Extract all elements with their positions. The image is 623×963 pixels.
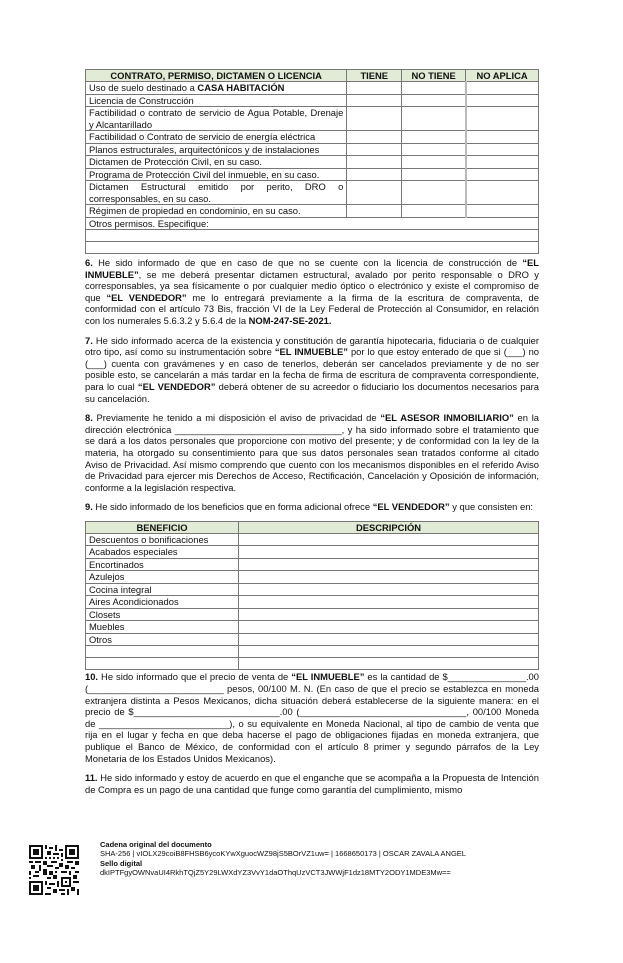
benefit-description-cell[interactable] [239,546,539,559]
no-aplica-cell[interactable] [466,156,539,169]
permit-label: Factibilidad o contrato de servicio de Agua Potable, Drenaje y Alcantarillado [86,107,347,131]
benefit-label: Azulejos [86,571,239,584]
others-input-line[interactable] [86,230,539,242]
tiene-cell[interactable] [347,181,402,205]
header-descripcion: DESCRIPCIÓN [239,521,539,533]
table-row [86,181,539,205]
header-permit: CONTRATO, PERMISO, DICTAMEN O LICENCIA [86,70,347,82]
no-tiene-cell[interactable] [402,156,466,169]
benefit-description-cell[interactable] [239,558,539,571]
table-row [86,533,539,546]
tiene-cell[interactable] [347,156,402,169]
table-row [86,571,539,584]
no-tiene-cell[interactable] [402,94,466,107]
table-row [86,558,539,571]
benefit-label: Closets [86,608,239,621]
header-beneficio: BENEFICIO [86,521,239,533]
no-tiene-cell[interactable] [402,131,466,144]
clause-11: 11. He sido informado y estoy de acuerdo en que el enganche que se acompaña a la Propuesta de Intención de Compra es un pago de una cantidad que funge como garantía del cumplimiento, mismo [85,772,539,795]
clause-10: 10. He sido informado que el precio de venta de “EL INMUEBLE” es la cantidad de $_______________.00 (__________________________ pesos, 00/100 M. N. (En caso de que el precio se establezca en moneda extranjera distinta a Pesos Mexicanos, dicha situación deberá establecerse de la siguiente manera: en el precio de $____________________________.00 (________________________________, 00/100 Moneda de _________________________), o su equivalente en Moneda Nacional, al tipo de cambio de venta que rija en el lugar y fecha en que deba hacerse el pago de obligaciones fijadas en moneda extranjera, que publique el Banco de México, de conformidad con el artículo 8 primer y segundo párrafos de la Ley Monetaria de los Estados Unidos Mexicanos). [85,671,539,764]
table-row [86,205,539,218]
table-row [86,168,539,181]
benefit-label-blank[interactable] [86,658,239,670]
table-row-others [86,217,539,230]
permit-label: Uso de suelo destinado a CASA HABITACIÓN [86,82,347,95]
no-tiene-cell[interactable] [402,107,466,131]
benefit-description-cell[interactable] [239,646,539,658]
permit-label: Régimen de propiedad en condominio, en su caso. [86,205,347,218]
no-tiene-cell[interactable] [402,143,466,156]
permits-table [85,69,539,254]
permit-label: Dictamen de Protección Civil, en su caso. [86,156,347,169]
tiene-cell[interactable] [347,143,402,156]
header-no-aplica: NO APLICA [466,70,539,82]
table-row [86,156,539,169]
permit-label: Programa de Protección Civil del inmueble, en su caso. [86,168,347,181]
tiene-cell[interactable] [347,205,402,218]
others-input-line[interactable] [86,242,539,254]
no-aplica-cell[interactable] [466,94,539,107]
no-aplica-cell[interactable] [466,168,539,181]
no-aplica-cell[interactable] [466,82,539,95]
benefit-label: Acabados especiales [86,546,239,559]
benefit-label: Aires Acondicionados [86,596,239,609]
benefit-description-cell[interactable] [239,658,539,670]
others-blank-row [86,242,539,254]
clause-9: 9. He sido informado de los beneficios que en forma adicional ofrece “EL VENDEDOR” y que consisten en: [85,501,534,513]
benefit-label: Muebles [86,621,239,634]
benefit-description-cell[interactable] [239,571,539,584]
no-aplica-cell[interactable] [466,181,539,205]
table-row [86,82,539,95]
benefits-table [85,521,539,671]
no-aplica-cell[interactable] [466,131,539,144]
table-row [86,107,539,131]
no-aplica-cell[interactable] [466,107,539,131]
table-row [86,608,539,621]
cadena-label: Cadena original del documento [100,840,212,849]
benefit-description-cell[interactable] [239,621,539,634]
no-tiene-cell[interactable] [402,181,466,205]
tiene-cell[interactable] [347,94,402,107]
benefit-description-cell[interactable] [239,583,539,596]
tiene-cell[interactable] [347,131,402,144]
table-row [86,596,539,609]
sello-value: dkIPTFgyOWNvaUI4RkhTQjZ5Y29LWXdYZ3VvY1daOThqUzVCT3JWWjF1dz18MTY2ODY1MDE3Mw== [100,867,451,877]
benefit-label: Descuentos o bonificaciones [86,533,239,546]
table-row [86,94,539,107]
benefit-description-cell[interactable] [239,633,539,646]
table-row-blank [86,646,539,658]
table-row [86,546,539,559]
benefit-description-cell[interactable] [239,608,539,621]
sello-label: Sello digital [100,858,143,868]
benefit-description-cell[interactable] [239,596,539,609]
table-row [86,131,539,144]
tiene-cell[interactable] [347,168,402,181]
no-tiene-cell[interactable] [402,168,466,181]
document-page [85,69,539,795]
permit-label: Planos estructurales, arquitectónicos y de instalaciones [86,143,347,156]
table-row [86,621,539,634]
benefit-label-blank[interactable] [86,646,239,658]
header-no-tiene: NO TIENE [402,70,466,82]
clause-6: 6. He sido informado de que en caso de que no se cuente con la licencia de construcción de “EL INMUEBLE”, se me deberá presentar dictamen estructural, avalado por perito responsable o DRO y corresponsables, ya sea físicamente o por cualquier medio óptico o electrónico y existe el compromiso de que “EL VENDEDOR” me lo entregará previamente a la firma de la escritura de compraventa, de conformidad con el artículo 73 Bis, fracción VI de la Ley Federal de Protección al Consumidor, en relación con los numerales 5.6.3.2 y 5.6.4 de la NOM-247-SE-2021. [85,257,539,326]
cadena-value: SHA-256 | vIOLX29coiB8FHSB6ycoKYwXguocWZ98jS5BOrVZ1uw= | 1668650173 | OSCAR ZAVALA ANGEL [100,849,466,859]
permit-label: Dictamen Estructural emitido por perito, DRO o corresponsables, en su caso. [86,181,347,205]
permit-label: Factibilidad o Contrato de servicio de energía eléctrica [86,131,347,144]
benefit-label: Cocina integral [86,583,239,596]
table-row [86,143,539,156]
benefits-table-header [86,521,539,533]
clause-8: 8. Previamente he tenido a mi disposición el aviso de privacidad de “EL ASESOR INMOBILIARIO” en la dirección electrónica ________________________________, y ha sido informado sobre el tratamiento que se dará a los datos personales que proporcione con motivo del presente; y de conformidad con la ley de la materia, ha otorgado su consentimiento para que sus datos personales sean tratados conforme al citado Aviso de Privacidad. Así mismo comprendo que cuento con los mecanismos disponibles en el referido Aviso de Privacidad para ejercer mis Derechos de Acceso, Rectificación, Cancelación y Oposición de información, conforme a la legislación respectiva. [85,412,539,493]
benefit-description-cell[interactable] [239,533,539,546]
others-label: Otros permisos. Especifique: [86,217,539,230]
no-tiene-cell[interactable] [402,205,466,218]
permit-label: Licencia de Construcción [86,94,347,107]
qr-code-icon [29,845,79,895]
table-row [86,633,539,646]
no-aplica-cell[interactable] [466,205,539,218]
clause-7: 7. He sido informado acerca de la existencia y constitución de garantía hipotecaria, fiduciaria o de cualquier otro tipo, así como su instrumentación sobre “EL INMUEBLE” por lo que estoy enterado de que si (___) no (___) cuenta con gravámenes y en caso de tenerlos, deberán ser cancelados previamente y de no ser posible esto, se cancelarán a más tardar en la fecha de firma de escritura de compraventa correspondiente, para lo cual “EL VENDEDOR” deberá obtener de su acreedor o fiduciario los documentos necesarios para su cancelación. [85,334,539,404]
digital-signature-footer [100,840,466,877]
benefit-label: Otros [86,633,239,646]
table-row [86,583,539,596]
others-blank-row [86,230,539,242]
tiene-cell[interactable] [347,82,402,95]
tiene-cell[interactable] [347,107,402,131]
no-tiene-cell[interactable] [402,82,466,95]
permits-table-header [86,70,539,82]
benefit-label: Encortinados [86,558,239,571]
header-tiene: TIENE [347,70,402,82]
table-row-blank [86,658,539,670]
no-aplica-cell[interactable] [466,143,539,156]
